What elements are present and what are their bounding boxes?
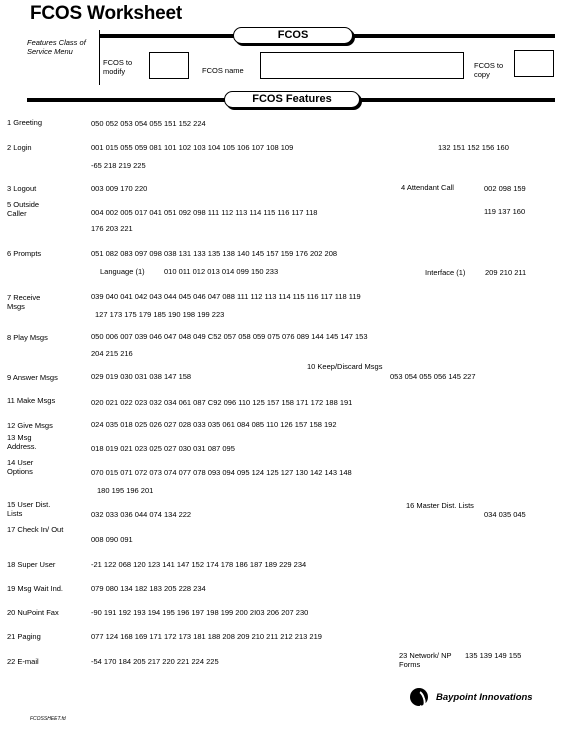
row-label-greeting: 1 Greeting <box>7 118 43 127</box>
row-label-language: Language (1) <box>100 267 145 276</box>
features-section-title: FCOS Features <box>224 91 360 108</box>
row-codes-nupoint-fax: -90 191 192 193 194 195 196 197 198 199 200 2I03 206 207 230 <box>91 608 309 617</box>
row-codes-user-options: 070 015 071 072 073 074 077 078 093 094 095 124 125 127 130 142 143 148 <box>91 468 352 477</box>
baypoint-logo-icon <box>410 688 428 706</box>
fcos-to-copy-label: FCOS to copy <box>474 61 504 79</box>
row-codes-prompts: 051 082 083 097 098 038 131 133 135 138 140 145 157 159 176 202 208 <box>91 249 338 258</box>
row-codes-outside-caller-right: 119 137 160 <box>484 207 526 216</box>
row-codes-msg-address: 018 019 021 023 025 027 030 031 087 095 <box>91 444 235 453</box>
row-codes-login-right: 132 151 152 156 160 <box>438 143 509 152</box>
brand-logo <box>410 688 533 706</box>
row-label-give-msgs: 12 Give Msgs <box>7 421 53 430</box>
row-label-check-in-out: 17 Check In/ Out <box>7 525 64 534</box>
row-label-network-np-forms: 23 Network/ NP Forms <box>399 651 452 669</box>
row-label-interface: Interface (1) <box>425 268 466 277</box>
row-codes-check-in-out: 008 090 091 <box>91 535 133 544</box>
row-label-msg-address: 13 Msg Address. <box>7 433 37 451</box>
row-label-nupoint-fax: 20 NuPoint Fax <box>7 608 59 617</box>
row-codes-language: 010 011 012 013 014 099 150 233 <box>164 267 279 276</box>
row-label-user-options: 14 User Options <box>7 458 34 476</box>
row-codes-login-2: -65 218 219 225 <box>91 161 146 170</box>
row-codes-logout: 003 009 170 220 <box>91 184 148 193</box>
row-codes-e-mail: -54 170 184 205 217 220 221 224 225 <box>91 657 219 666</box>
document-id: FCOSSHEET.fd <box>30 716 66 722</box>
row-label-login: 2 Login <box>7 143 32 152</box>
fcos-name-label: FCOS name <box>202 66 244 75</box>
row-codes-paging: 077 124 168 169 171 172 173 181 188 208 209 210 211 212 213 219 <box>91 632 322 641</box>
row-codes-keep-discard: 053 054 055 056 145 227 <box>390 372 476 381</box>
row-codes-greeting: 050 052 053 054 055 151 152 224 <box>91 119 206 128</box>
row-codes-network-np-forms: 135 139 149 155 <box>465 651 522 660</box>
row-codes-master-dist-lists: 034 035 045 <box>484 510 526 519</box>
row-codes-interface: 209 210 211 <box>485 268 527 277</box>
fcos-to-modify-label: FCOS to modify <box>103 58 133 76</box>
row-codes-super-user: -21 122 068 120 123 141 147 152 174 178 186 187 189 229 234 <box>91 560 307 569</box>
row-codes-give-msgs: 024 035 018 025 026 027 028 033 035 061 084 085 110 126 157 158 192 <box>91 420 337 429</box>
brand-name: Baypoint Innovations <box>436 691 533 703</box>
row-codes-attendant-call: 002 098 159 <box>484 184 526 193</box>
fcos-name-field[interactable] <box>260 52 464 79</box>
row-label-play-msgs: 8 Play Msgs <box>7 333 48 342</box>
row-codes-outside-caller: 004 002 005 017 041 051 092 098 111 112 113 114 115 116 117 118 <box>91 208 318 217</box>
row-codes-make-msgs: 020 021 022 023 032 034 061 087 C92 096 110 125 157 158 171 172 188 191 <box>91 398 353 407</box>
row-label-attendant-call: 4 Attendant Call <box>401 183 454 192</box>
row-label-e-mail: 22 E-mail <box>7 657 39 666</box>
row-label-prompts: 6 Prompts <box>7 249 42 258</box>
row-codes-receive-msgs-2: 127 173 175 179 185 190 198 199 223 <box>95 310 225 319</box>
page-title: FCOS Worksheet <box>30 3 183 24</box>
row-label-receive-msgs: 7 Receive Msgs <box>7 293 41 311</box>
fcos-section-title: FCOS <box>233 27 353 44</box>
features-class-label: Features Class of Service Menu <box>27 38 86 56</box>
fcos-to-modify-field[interactable] <box>149 52 189 79</box>
row-codes-play-msgs: 050 006 007 039 046 047 048 049 C52 057 058 059 075 076 089 144 145 147 153 <box>91 332 368 341</box>
row-codes-answer-msgs: 029 019 030 031 038 147 158 <box>91 372 192 381</box>
row-codes-login: 001 015 055 059 081 101 102 103 104 105 106 107 108 109 <box>91 143 294 152</box>
row-codes-play-msgs-2: 204 215 216 <box>91 349 133 358</box>
row-codes-outside-caller-2: 176 203 221 <box>91 224 133 233</box>
row-label-msg-wait-ind: 19 Msg Wait Ind. <box>7 584 63 593</box>
row-label-make-msgs: 11 Make Msgs <box>7 396 56 405</box>
row-codes-msg-wait-ind: 079 080 134 182 183 205 228 234 <box>91 584 206 593</box>
row-label-outside-caller: 5 Outside Caller <box>7 200 40 218</box>
row-label-answer-msgs: 9 Answer Msgs <box>7 373 58 382</box>
row-label-keep-discard: 10 Keep/Discard Msgs <box>307 362 383 371</box>
row-codes-receive-msgs: 039 040 041 042 043 044 045 046 047 088 111 112 113 114 115 116 117 118 119 <box>91 292 361 301</box>
row-codes-user-dist-lists: 032 033 036 044 074 134 222 <box>91 510 192 519</box>
row-label-master-dist-lists: 16 Master Dist. Lists <box>406 501 474 510</box>
fcos-to-copy-field[interactable] <box>514 50 554 77</box>
row-codes-user-options-2: 180 195 196 201 <box>97 486 154 495</box>
row-label-logout: 3 Logout <box>7 184 37 193</box>
row-label-super-user: 18 Super User <box>7 560 56 569</box>
row-label-user-dist-lists: 15 User Dist. Lists <box>7 500 51 518</box>
row-label-paging: 21 Paging <box>7 632 41 641</box>
